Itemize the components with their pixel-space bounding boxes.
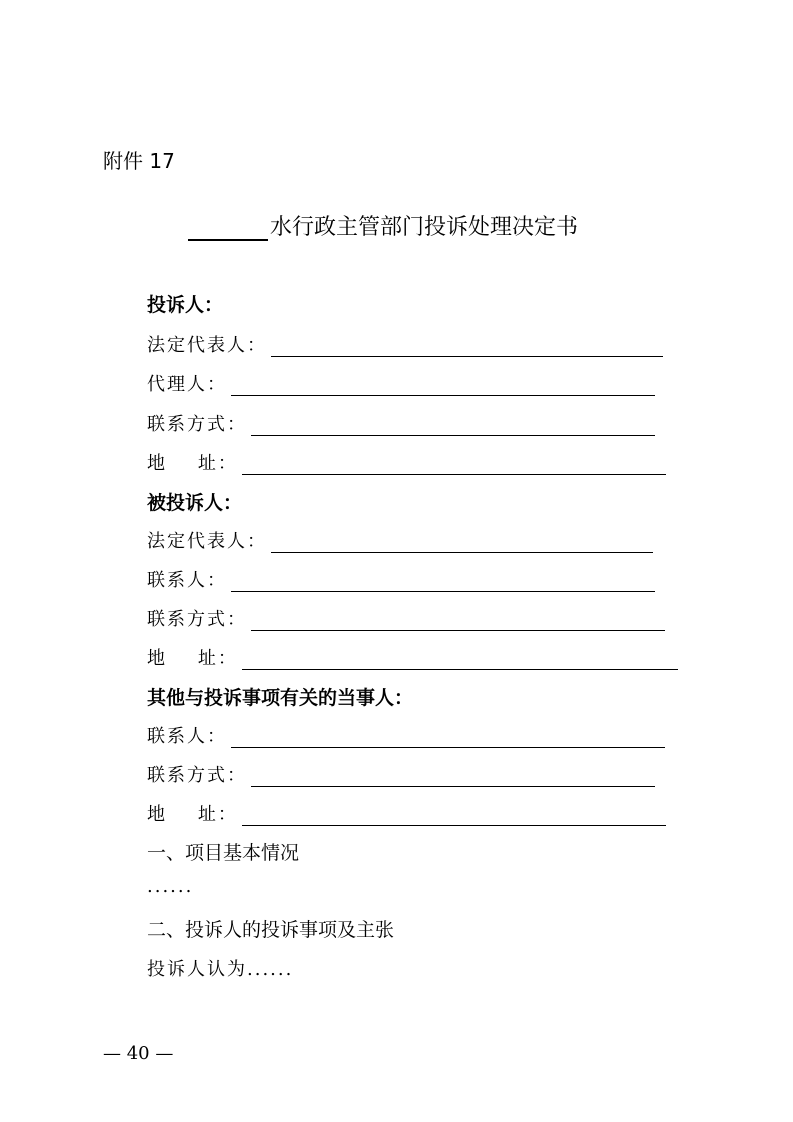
section-2-body: 投诉人认为...... <box>147 959 294 980</box>
title-blank-line[interactable] <box>188 211 268 241</box>
other-contact-person-row <box>147 722 665 748</box>
respondent-contact-person-field[interactable] <box>231 569 655 592</box>
other-address-row <box>147 800 666 826</box>
respondent-heading: 被投诉人： <box>147 492 243 514</box>
field-label: 法定代表人： <box>147 531 267 552</box>
page-number: — 40 — <box>103 1043 174 1064</box>
complainant-legal-rep-field[interactable] <box>271 334 663 357</box>
respondent-legal-rep-field[interactable] <box>271 530 653 553</box>
section-1-title: 一、项目基本情况 <box>147 842 300 864</box>
title-text: 水行政主管部门投诉处理决定书 <box>270 215 579 240</box>
respondent-contact-field[interactable] <box>251 608 665 631</box>
other-contact-row <box>147 761 655 787</box>
field-label: 联系方式： <box>147 414 247 435</box>
field-label: 地 址： <box>147 648 238 669</box>
other-address-field[interactable] <box>242 803 666 826</box>
complainant-address-field[interactable] <box>242 452 666 475</box>
other-contact-person-field[interactable] <box>231 725 665 748</box>
complainant-agent-row <box>147 370 655 396</box>
field-label: 法定代表人： <box>147 335 267 356</box>
complainant-contact-field[interactable] <box>251 413 655 436</box>
complainant-agent-field[interactable] <box>231 373 655 396</box>
respondent-legal-rep-row <box>147 527 653 553</box>
respondent-contact-row <box>147 605 665 631</box>
field-label: 地 址： <box>147 804 238 825</box>
respondent-address-field[interactable] <box>242 647 678 670</box>
field-label: 联系方式： <box>147 609 247 630</box>
field-label: 地 址： <box>147 453 238 474</box>
complainant-heading: 投诉人： <box>147 294 224 316</box>
section-2-title: 二、投诉人的投诉事项及主张 <box>147 919 395 941</box>
section-1-body: ...... <box>147 876 194 897</box>
complainant-contact-row <box>147 410 655 436</box>
other-parties-heading: 其他与投诉事项有关的当事人： <box>147 687 414 709</box>
field-label: 联系方式： <box>147 765 247 786</box>
respondent-address-row <box>147 644 678 670</box>
complainant-address-row <box>147 449 666 475</box>
attachment-label: 附件 17 <box>103 149 175 173</box>
complainant-legal-rep-row <box>147 331 663 357</box>
field-label: 联系人： <box>147 726 227 747</box>
field-label: 联系人： <box>147 570 227 591</box>
document-title <box>188 210 578 241</box>
respondent-contact-person-row <box>147 566 655 592</box>
other-contact-field[interactable] <box>251 764 655 787</box>
field-label: 代理人： <box>147 374 227 395</box>
